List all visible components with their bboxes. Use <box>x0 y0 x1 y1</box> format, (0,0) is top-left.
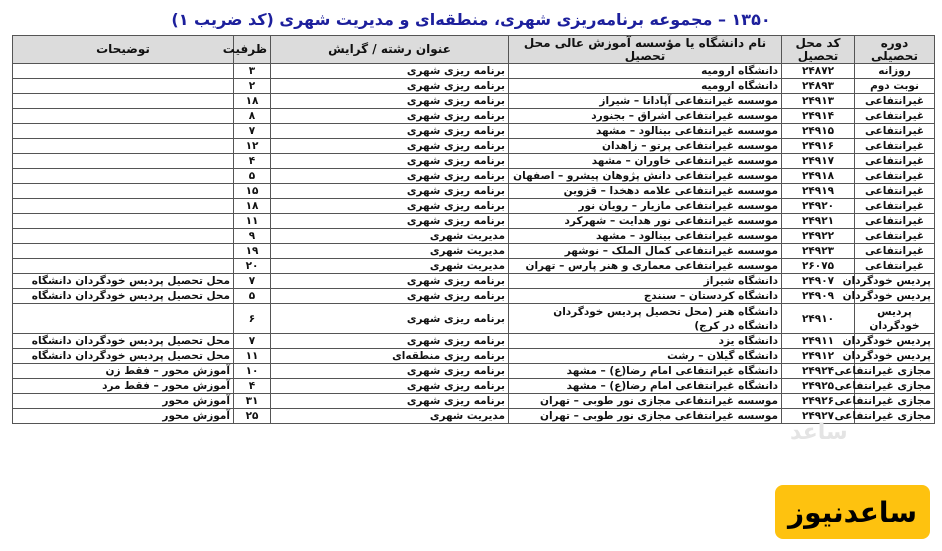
cell-name: موسسه غیرانتفاعی علامه دهخدا – قزوین <box>509 184 782 199</box>
cell-period: پردیس خودگردان <box>855 304 935 334</box>
cell-notes <box>13 169 234 184</box>
cell-capacity: ۱۵ <box>234 184 271 199</box>
cell-capacity: ۱۱ <box>234 349 271 364</box>
cell-capacity: ۲ <box>234 79 271 94</box>
cell-code: ۲۴۹۲۷ <box>782 409 855 424</box>
cell-field: برنامه ریزی شهری <box>271 184 509 199</box>
cell-code: ۲۴۹۲۲ <box>782 229 855 244</box>
cell-period: غیرانتفاعی <box>855 94 935 109</box>
admissions-table <box>12 35 935 424</box>
cell-name: دانشگاه هنر (محل تحصیل پردیس خودگردان دانشگاه در کرج) <box>509 304 782 334</box>
cell-code: ۲۴۹۱۲ <box>782 349 855 364</box>
cell-notes <box>13 184 234 199</box>
cell-capacity: ۷ <box>234 274 271 289</box>
cell-name: دانشگاه غیرانتفاعی امام رضا(ع) – مشهد <box>509 379 782 394</box>
cell-name: موسسه غیرانتفاعی بینالود – مشهد <box>509 229 782 244</box>
cell-capacity: ۹ <box>234 229 271 244</box>
cell-period: غیرانتفاعی <box>855 244 935 259</box>
cell-field: برنامه ریزی شهری <box>271 364 509 379</box>
table-row <box>13 124 935 139</box>
header-name: نام دانشگاه یا مؤسسه آموزش عالی محل تحصیل <box>509 36 782 64</box>
cell-name: موسسه غیرانتفاعی اشراق – بجنورد <box>509 109 782 124</box>
cell-code: ۲۴۹۱۳ <box>782 94 855 109</box>
cell-notes <box>13 124 234 139</box>
table-row <box>13 364 935 379</box>
cell-period: روزانه <box>855 64 935 79</box>
cell-name: دانشگاه گیلان – رشت <box>509 349 782 364</box>
cell-name: موسسه غیرانتفاعی نور هدایت – شهرکرد <box>509 214 782 229</box>
cell-period: پردیس خودگردان <box>855 349 935 364</box>
cell-notes: محل تحصیل پردیس خودگردان دانشگاه <box>13 334 234 349</box>
cell-code: ۲۶۰۷۵ <box>782 259 855 274</box>
cell-notes <box>13 94 234 109</box>
table-row <box>13 154 935 169</box>
cell-notes <box>13 64 234 79</box>
cell-name: موسسه غیرانتفاعی مجازی نور طوبی – تهران <box>509 409 782 424</box>
cell-field: برنامه ریزی شهری <box>271 139 509 154</box>
table-row <box>13 214 935 229</box>
cell-period: غیرانتفاعی <box>855 139 935 154</box>
cell-notes: آموزش محور – فقط زن <box>13 364 234 379</box>
cell-field: برنامه ریزی شهری <box>271 64 509 79</box>
cell-notes: محل تحصیل پردیس خودگردان دانشگاه <box>13 289 234 304</box>
cell-notes <box>13 109 234 124</box>
cell-name: دانشگاه کردستان – سنندج <box>509 289 782 304</box>
cell-field: برنامه ریزی شهری <box>271 334 509 349</box>
cell-capacity: ۴ <box>234 379 271 394</box>
cell-name: موسسه غیرانتفاعی بینالود – مشهد <box>509 124 782 139</box>
cell-period: غیرانتفاعی <box>855 154 935 169</box>
table-row <box>13 274 935 289</box>
cell-field: برنامه ریزی شهری <box>271 214 509 229</box>
cell-period: پردیس خودگردان <box>855 274 935 289</box>
cell-notes <box>13 139 234 154</box>
watermark: ساعد <box>790 420 848 445</box>
cell-field: برنامه ریزی شهری <box>271 94 509 109</box>
cell-period: غیرانتفاعی <box>855 259 935 274</box>
cell-field: برنامه ریزی شهری <box>271 394 509 409</box>
cell-field: برنامه ریزی شهری <box>271 79 509 94</box>
cell-capacity: ۶ <box>234 304 271 334</box>
cell-capacity: ۱۹ <box>234 244 271 259</box>
table-row <box>13 169 935 184</box>
cell-field: برنامه ریزی شهری <box>271 109 509 124</box>
cell-notes: محل تحصیل پردیس خودگردان دانشگاه <box>13 274 234 289</box>
cell-capacity: ۲۰ <box>234 259 271 274</box>
cell-capacity: ۷ <box>234 124 271 139</box>
cell-period: مجازی غیرانتفاعی <box>855 379 935 394</box>
cell-period: غیرانتفاعی <box>855 169 935 184</box>
cell-period: مجازی غیرانتفاعی <box>855 409 935 424</box>
cell-code: ۲۴۹۱۹ <box>782 184 855 199</box>
cell-name: موسسه غیرانتفاعی مجازی نور طوبی – تهران <box>509 394 782 409</box>
cell-code: ۲۴۹۱۴ <box>782 109 855 124</box>
cell-period: مجازی غیرانتفاعی <box>855 394 935 409</box>
table-row <box>13 259 935 274</box>
cell-notes: محل تحصیل پردیس خودگردان دانشگاه <box>13 349 234 364</box>
cell-field: برنامه ریزی شهری <box>271 379 509 394</box>
cell-field: برنامه ریزی شهری <box>271 199 509 214</box>
cell-capacity: ۴ <box>234 154 271 169</box>
table-row <box>13 79 935 94</box>
cell-name: موسسه غیرانتفاعی خاوران – مشهد <box>509 154 782 169</box>
cell-period: غیرانتفاعی <box>855 214 935 229</box>
cell-name: موسسه غیرانتفاعی معماری و هنر پارس – تهران <box>509 259 782 274</box>
cell-period: مجازی غیرانتفاعی <box>855 364 935 379</box>
cell-code: ۲۴۹۱۶ <box>782 139 855 154</box>
cell-notes: آموزش محور – فقط مرد <box>13 379 234 394</box>
header-capacity: ظرفیت <box>234 36 271 64</box>
table-row <box>13 379 935 394</box>
cell-notes: آموزش محور <box>13 394 234 409</box>
cell-capacity: ۷ <box>234 334 271 349</box>
cell-capacity: ۱۸ <box>234 94 271 109</box>
cell-capacity: ۵ <box>234 169 271 184</box>
cell-notes <box>13 259 234 274</box>
table-row <box>13 184 935 199</box>
cell-name: موسسه غیرانتفاعی پرتو – زاهدان <box>509 139 782 154</box>
cell-period: غیرانتفاعی <box>855 229 935 244</box>
cell-period: پردیس خودگردان <box>855 334 935 349</box>
logo-text: ساعدنیوز <box>788 495 917 529</box>
cell-code: ۲۴۹۱۱ <box>782 334 855 349</box>
table-row <box>13 304 935 334</box>
cell-capacity: ۱۲ <box>234 139 271 154</box>
cell-code: ۲۴۹۲۶ <box>782 394 855 409</box>
table-row <box>13 199 935 214</box>
cell-code: ۲۴۹۲۴ <box>782 364 855 379</box>
cell-field: مدیریت شهری <box>271 244 509 259</box>
cell-period: نوبت دوم <box>855 79 935 94</box>
cell-code: ۲۴۹۱۸ <box>782 169 855 184</box>
page-title: ۱۳۵۰ – مجموعه برنامه‌ریزی شهری، منطقه‌ای و مدیریت شهری (کد ضریب ۱) <box>171 10 771 29</box>
table-row <box>13 64 935 79</box>
cell-field: مدیریت شهری <box>271 229 509 244</box>
cell-notes <box>13 199 234 214</box>
saadnews-logo <box>775 485 930 539</box>
cell-name: دانشگاه غیرانتفاعی امام رضا(ع) – مشهد <box>509 364 782 379</box>
cell-capacity: ۲۵ <box>234 409 271 424</box>
cell-code: ۲۴۹۰۷ <box>782 274 855 289</box>
header-period: دوره تحصیلی <box>855 36 935 64</box>
cell-field: مدیریت شهری <box>271 409 509 424</box>
cell-field: برنامه ریزی شهری <box>271 169 509 184</box>
cell-name: موسسه غیرانتفاعی آپادانا – شیراز <box>509 94 782 109</box>
cell-notes <box>13 154 234 169</box>
cell-name: دانشگاه ارومیه <box>509 64 782 79</box>
cell-code: ۲۴۹۰۹ <box>782 289 855 304</box>
header-field: عنوان رشته / گرایش <box>271 36 509 64</box>
cell-notes: آموزش محور <box>13 409 234 424</box>
table-row <box>13 109 935 124</box>
cell-capacity: ۳ <box>234 64 271 79</box>
header-code: کد محل تحصیل <box>782 36 855 64</box>
cell-code: ۲۴۸۷۲ <box>782 64 855 79</box>
cell-code: ۲۴۹۱۵ <box>782 124 855 139</box>
cell-field: برنامه ریزی شهری <box>271 274 509 289</box>
cell-capacity: ۱۱ <box>234 214 271 229</box>
table-row <box>13 394 935 409</box>
cell-field: برنامه ریزی شهری <box>271 289 509 304</box>
table-row <box>13 139 935 154</box>
table-row <box>13 349 935 364</box>
cell-period: غیرانتفاعی <box>855 199 935 214</box>
table-header-row <box>13 36 935 64</box>
cell-code: ۲۴۹۲۱ <box>782 214 855 229</box>
cell-capacity: ۸ <box>234 109 271 124</box>
cell-name: موسسه غیرانتفاعی دانش پژوهان پیشرو – اصفهان <box>509 169 782 184</box>
cell-name: دانشگاه یزد <box>509 334 782 349</box>
cell-notes <box>13 244 234 259</box>
cell-name: موسسه غیرانتفاعی کمال الملک – نوشهر <box>509 244 782 259</box>
cell-capacity: ۵ <box>234 289 271 304</box>
cell-period: پردیس خودگردان <box>855 289 935 304</box>
table-row <box>13 244 935 259</box>
table-row <box>13 289 935 304</box>
cell-code: ۲۴۹۲۰ <box>782 199 855 214</box>
cell-period: غیرانتفاعی <box>855 124 935 139</box>
cell-code: ۲۴۹۲۵ <box>782 379 855 394</box>
cell-field: مدیریت شهری <box>271 259 509 274</box>
cell-notes <box>13 229 234 244</box>
table-row <box>13 229 935 244</box>
cell-code: ۲۴۹۱۷ <box>782 154 855 169</box>
cell-field: برنامه ریزی شهری <box>271 304 509 334</box>
cell-name: موسسه غیرانتفاعی مازیار – رویان نور <box>509 199 782 214</box>
cell-period: غیرانتفاعی <box>855 109 935 124</box>
cell-field: برنامه ریزی شهری <box>271 154 509 169</box>
cell-code: ۲۴۹۱۰ <box>782 304 855 334</box>
cell-capacity: ۳۱ <box>234 394 271 409</box>
cell-field: برنامه ریزی شهری <box>271 124 509 139</box>
cell-period: غیرانتفاعی <box>855 184 935 199</box>
table-row <box>13 94 935 109</box>
header-notes: توضیحات <box>13 36 234 64</box>
cell-capacity: ۱۰ <box>234 364 271 379</box>
cell-capacity: ۱۸ <box>234 199 271 214</box>
cell-field: برنامه ریزی منطقه‌ای <box>271 349 509 364</box>
cell-code: ۲۴۸۹۳ <box>782 79 855 94</box>
cell-notes <box>13 214 234 229</box>
cell-name: دانشگاه ارومیه <box>509 79 782 94</box>
table-row <box>13 334 935 349</box>
cell-notes <box>13 304 234 334</box>
cell-name: دانشگاه شیراز <box>509 274 782 289</box>
cell-notes <box>13 79 234 94</box>
cell-code: ۲۴۹۲۳ <box>782 244 855 259</box>
